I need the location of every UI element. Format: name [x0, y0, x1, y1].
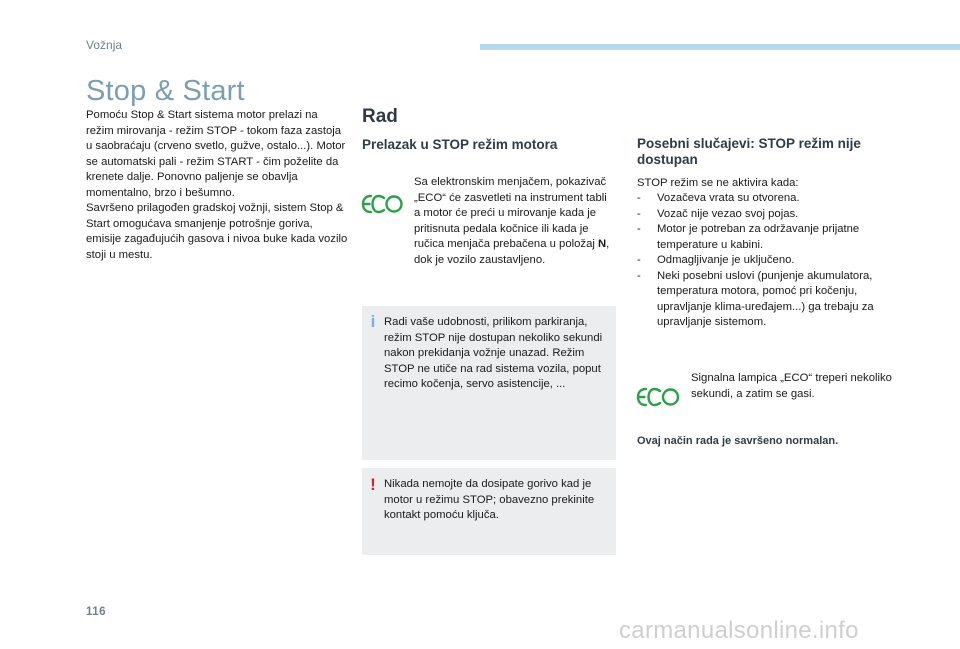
section-label: Vožnja [86, 38, 123, 52]
intro-paragraph-2: Savršeno prilagođen gradskoj vožnji, sistem Stop & Start omogućava smanjenje potrošnje goriva, emisije zagađujućih gasova i nivoa buke kada vozilo stoji u mestu. [86, 202, 348, 261]
eco-blink-description: Signalna lampica „ECO“ treperi nekoliko sekundi, a zatim se gasi. [691, 372, 892, 400]
warning-note-text: Nikada nemojte da dosipate gorivo kad je motor u režimu STOP; obavezno prekinite kontakt pomoću ključa. [384, 478, 595, 521]
warning-note [362, 468, 616, 555]
warning-icon: ! [370, 475, 376, 494]
special-cases-intro: STOP režim se ne aktivira kada: [637, 177, 799, 189]
watermark: carmanualsonline.info [619, 617, 859, 644]
page-title: Stop & Start [86, 75, 245, 107]
intro-paragraph-1: Pomoću Stop & Start sistema motor prelazi na režim mirovanja - režim STOP - tokom faza zastoja u saobraćaju (crveno svetlo, gužve, ostalo...). Motor se automatski pali - režim START - čim poželite da krenete dalje. Ponovno paljenje se obavlja momentalno, brzo i bešumno. [86, 109, 346, 199]
special-cases-heading: Posebni slučajevi: STOP režim nije dostupan [637, 136, 861, 167]
neutral-position: N [598, 238, 607, 250]
header-accent-bar [480, 44, 960, 50]
list-item: - Odmagljivanje je uključeno. [637, 254, 795, 266]
rad-heading: Rad [362, 106, 398, 127]
intro-text [86, 108, 348, 263]
normal-operation-note: Ovaj način rada je savršeno normalan. [637, 435, 839, 447]
special-cases-list [637, 191, 907, 331]
info-icon: i [370, 312, 376, 331]
list-item: - Vozač nije vezao svoj pojas. [637, 207, 799, 220]
info-note [362, 306, 616, 460]
list-item: - Neki posebni uslovi (punjenje akumulatora, temperatura motora, pomoć pri kočenju, upravljanje klima-uređajem...) ga trebaju za upravljanje sistemom. [637, 269, 874, 328]
stop-mode-subheading: Prelazak u STOP režim motora [362, 137, 558, 152]
page-number: 116 [86, 606, 107, 618]
list-item: - Vozačeva vrata su otvorena. [637, 192, 800, 204]
eco-icon [636, 386, 680, 408]
eco-description: Sa elektronskim menjačem, pokazivač „ECO“ će zasvetleti na instrument tabli a motor će preći u mirovanje kada je pritisnuta pedala kočnice ili kada je ručica menjača prebačena u položaj N, dok je vozilo zaustavljeno. [414, 176, 610, 266]
list-item: - Motor je potreban za održavanje prijatne temperature u kabini. [637, 223, 860, 251]
info-note-text: Radi vaše udobnosti, prilikom parkiranja, režim STOP nije dostupan nekoliko sekundi nakon prekidanja vožnje unazad. Režim STOP ne utiče na rad sistema vozila, poput recimo kočenja, servo asistencije, ... [384, 316, 603, 390]
eco-icon [361, 193, 403, 215]
